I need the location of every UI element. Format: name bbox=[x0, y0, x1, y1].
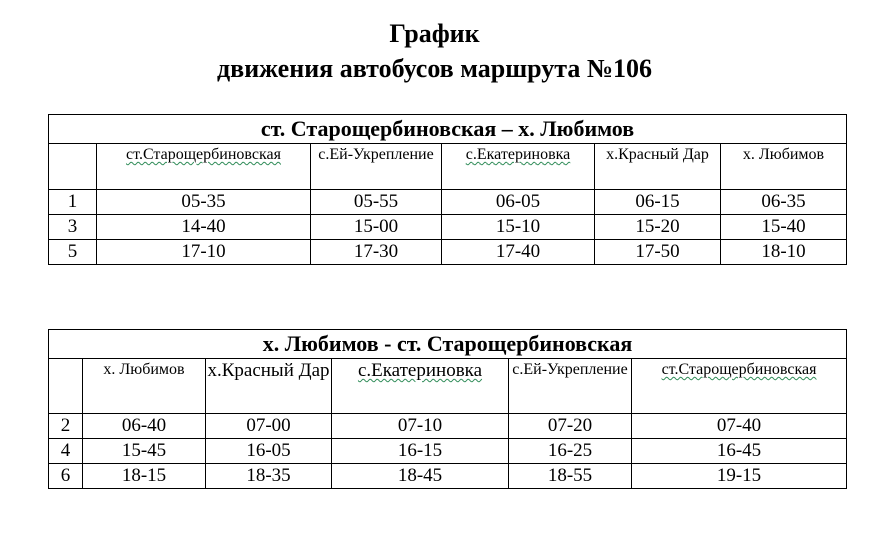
time-cell: 18-45 bbox=[332, 464, 509, 489]
trip-number: 2 bbox=[49, 414, 83, 439]
stop-name: ст.Старощербиновская bbox=[661, 361, 817, 378]
table-heading: ст. Старощербиновская – х. Любимов bbox=[49, 115, 847, 144]
time-cell: 15-00 bbox=[311, 215, 442, 240]
time-cell: 06-15 bbox=[595, 190, 721, 215]
stop-name: х. Любимов bbox=[742, 146, 825, 163]
stop-header bbox=[206, 359, 332, 414]
time-cell: 17-50 bbox=[595, 240, 721, 265]
stop-name: ст.Старощербиновская bbox=[126, 146, 281, 163]
time-cell: 15-45 bbox=[83, 439, 206, 464]
time-cell: 17-40 bbox=[442, 240, 595, 265]
trip-number: 1 bbox=[49, 190, 97, 215]
time-cell: 17-10 bbox=[97, 240, 311, 265]
stop-name: х.Красный Дар bbox=[207, 360, 330, 381]
time-cell: 16-45 bbox=[632, 439, 847, 464]
table-row bbox=[49, 240, 847, 265]
stop-name: с.Екатериновка bbox=[465, 146, 571, 163]
time-cell: 07-20 bbox=[509, 414, 632, 439]
stop-name: с.Екатериновка bbox=[357, 360, 483, 381]
time-cell: 15-20 bbox=[595, 215, 721, 240]
time-cell: 05-35 bbox=[97, 190, 311, 215]
stop-name: х.Красный Дар bbox=[606, 146, 709, 163]
time-cell: 16-25 bbox=[509, 439, 632, 464]
time-cell: 16-05 bbox=[206, 439, 332, 464]
trip-number: 4 bbox=[49, 439, 83, 464]
stop-header bbox=[721, 144, 847, 190]
stop-header bbox=[595, 144, 721, 190]
time-cell: 05-55 bbox=[311, 190, 442, 215]
time-cell: 18-35 bbox=[206, 464, 332, 489]
stop-name: с.Ей-Укрепление bbox=[318, 146, 434, 163]
table-row bbox=[49, 414, 847, 439]
stop-header bbox=[97, 144, 311, 190]
time-cell: 06-35 bbox=[721, 190, 847, 215]
number-header-cell bbox=[49, 359, 83, 414]
trip-number: 3 bbox=[49, 215, 97, 240]
time-cell: 18-10 bbox=[721, 240, 847, 265]
table-heading: х. Любимов - ст. Старощербиновская bbox=[49, 330, 847, 359]
time-cell: 16-15 bbox=[332, 439, 509, 464]
time-cell: 07-00 bbox=[206, 414, 332, 439]
stop-header bbox=[632, 359, 847, 414]
stop-name: х. Любимов bbox=[103, 361, 185, 378]
time-cell: 06-05 bbox=[442, 190, 595, 215]
number-header-cell bbox=[49, 144, 97, 190]
time-cell: 07-10 bbox=[332, 414, 509, 439]
trip-number: 5 bbox=[49, 240, 97, 265]
time-cell: 07-40 bbox=[632, 414, 847, 439]
time-cell: 18-15 bbox=[83, 464, 206, 489]
page-title: График bbox=[389, 19, 480, 48]
time-cell: 18-55 bbox=[509, 464, 632, 489]
time-cell: 15-40 bbox=[721, 215, 847, 240]
stop-header bbox=[83, 359, 206, 414]
stop-header bbox=[311, 144, 442, 190]
table-row bbox=[49, 215, 847, 240]
table-row bbox=[49, 190, 847, 215]
schedule-table-outbound bbox=[48, 114, 847, 265]
time-cell: 19-15 bbox=[632, 464, 847, 489]
time-cell: 17-30 bbox=[311, 240, 442, 265]
table-row bbox=[49, 464, 847, 489]
time-cell: 15-10 bbox=[442, 215, 595, 240]
time-cell: 14-40 bbox=[97, 215, 311, 240]
table-row bbox=[49, 439, 847, 464]
page-subtitle: движения автобусов маршрута №106 bbox=[217, 54, 652, 83]
stop-header bbox=[509, 359, 632, 414]
time-cell: 06-40 bbox=[83, 414, 206, 439]
stop-name: с.Ей-Укрепление bbox=[512, 361, 628, 378]
stop-header bbox=[442, 144, 595, 190]
trip-number: 6 bbox=[49, 464, 83, 489]
stop-header bbox=[332, 359, 509, 414]
schedule-table-return bbox=[48, 329, 847, 489]
